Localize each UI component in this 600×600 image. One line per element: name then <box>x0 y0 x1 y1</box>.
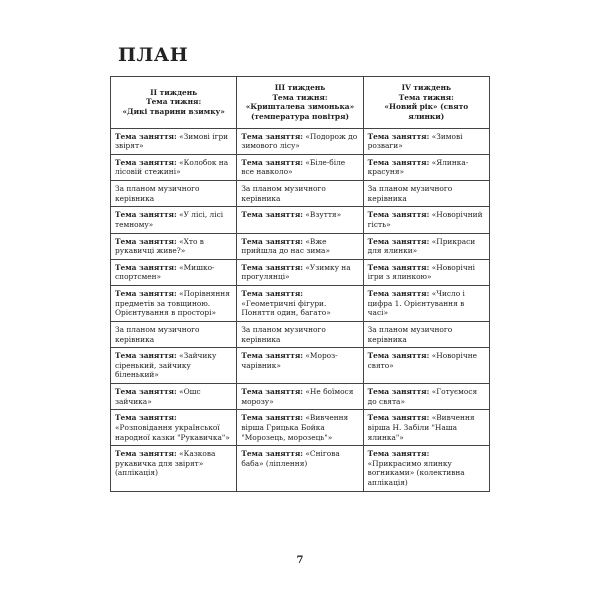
lesson-cell <box>237 233 363 259</box>
lesson-text: За планом музичного керівника <box>115 184 200 203</box>
lesson-text: За планом музичного керівника <box>241 324 326 344</box>
lesson-cell <box>363 410 489 446</box>
lesson-text: «Не боїмося морозу» <box>241 387 354 406</box>
lesson-label: Тема заняття: <box>241 387 304 396</box>
lesson-text: «Зимові ігри звірят» <box>115 131 229 151</box>
lesson-cell <box>237 207 363 233</box>
lesson-label: Тема заняття: <box>241 449 304 459</box>
week-header-theme-label: Тема тижня: <box>146 97 202 107</box>
week-header <box>111 77 237 129</box>
lesson-text: «Колобок на лісовій стежині» <box>115 157 229 177</box>
lesson-label: Тема заняття: <box>115 387 177 396</box>
lesson-text: «У лісі, лісі темному» <box>115 210 224 229</box>
lesson-text: «Прикрасимо ялинку вогниками» (колективна аплікація) <box>367 458 465 487</box>
lesson-cell <box>363 233 489 259</box>
page-number: 7 <box>296 555 304 566</box>
lesson-text: «Розповідання української народної казки "Рукавичка"» <box>115 422 230 442</box>
week-header <box>237 77 363 129</box>
week-header <box>363 77 489 129</box>
week-header-week: ІІІ тиждень <box>274 83 326 92</box>
lesson-label: Тема заняття: <box>115 413 177 423</box>
lesson-label: Тема заняття: <box>367 289 430 298</box>
table-row <box>111 410 490 446</box>
lesson-text: «Мишко-спортсмен» <box>115 262 215 282</box>
lesson-cell <box>237 259 363 285</box>
lesson-label: Тема заняття: <box>367 387 430 396</box>
lesson-cell <box>111 207 237 233</box>
lesson-text: «Новорічний гість» <box>367 210 483 229</box>
lesson-cell <box>111 286 237 322</box>
lesson-label: Тема заняття: <box>241 262 304 272</box>
lesson-cell <box>363 181 489 207</box>
lesson-text: «Узимку на прогулянці» <box>241 262 351 282</box>
lesson-text: «Порівняння предметів за товщиною. Орієнтування в просторі» <box>115 289 230 318</box>
page-title: ПЛАН <box>118 44 189 66</box>
lesson-label: Тема заняття: <box>241 289 304 298</box>
lesson-cell <box>237 348 363 384</box>
lesson-cell <box>237 446 363 492</box>
lesson-cell <box>111 259 237 285</box>
lesson-cell <box>363 286 489 322</box>
lesson-text: «Подорож до зимового лісу» <box>241 131 358 151</box>
lesson-cell <box>363 321 489 347</box>
lesson-label: Тема заняття: <box>115 351 177 361</box>
lesson-cell <box>237 128 363 154</box>
lesson-cell <box>237 384 363 410</box>
lesson-text: За планом музичного керівника <box>115 324 200 344</box>
lesson-cell <box>237 181 363 207</box>
lesson-cell <box>363 154 489 180</box>
lesson-label: Тема заняття: <box>367 449 430 459</box>
week-header-theme: «Кришталева зимонька» (температура повітря) <box>245 102 355 121</box>
week-header-theme: «Дикі тварини взимку» <box>122 107 225 117</box>
lesson-cell <box>111 321 237 347</box>
lesson-text: «Біле-біле все навколо» <box>241 157 346 177</box>
lesson-label: Тема заняття: <box>115 289 177 298</box>
table-row <box>111 207 490 233</box>
table-row <box>111 128 490 154</box>
week-header-theme: «Новий рік» (свято ялинки) <box>384 102 469 121</box>
week-header-theme-label: Тема тижня: <box>398 92 454 102</box>
lesson-text: «Зайчику сіренький, зайчику біленький» <box>115 351 217 380</box>
week-header-theme-label: Тема тижня: <box>272 92 328 102</box>
table-row <box>111 348 490 384</box>
table-row <box>111 384 490 410</box>
lesson-cell <box>237 286 363 322</box>
table-row <box>111 286 490 322</box>
lesson-label: Тема заняття: <box>241 157 304 167</box>
lesson-text: «Число і цифра 1. Орієнтування в часі» <box>367 289 465 318</box>
lesson-label: Тема заняття: <box>115 236 177 246</box>
plan-table <box>110 76 490 492</box>
lesson-cell <box>237 154 363 180</box>
lesson-label: Тема заняття: <box>115 262 177 272</box>
lesson-cell <box>111 446 237 492</box>
lesson-cell <box>111 348 237 384</box>
lesson-label: Тема заняття: <box>367 210 430 220</box>
lesson-cell <box>111 410 237 446</box>
lesson-cell <box>111 181 237 207</box>
lesson-label: Тема заняття: <box>241 210 304 220</box>
lesson-label: Тема заняття: <box>367 413 430 423</box>
lesson-text: «Новорічні ігри з ялинкою» <box>367 262 476 282</box>
lesson-cell <box>111 233 237 259</box>
lesson-cell <box>237 410 363 446</box>
table-row <box>111 321 490 347</box>
lesson-label: Тема заняття: <box>241 351 304 361</box>
lesson-text: «Ялинка-красуня» <box>367 157 469 177</box>
lesson-cell <box>111 154 237 180</box>
lesson-label: Тема заняття: <box>367 351 430 361</box>
lesson-text: «Казкова рукавичка для звірят» (аплікація) <box>115 449 216 478</box>
table-row <box>111 154 490 180</box>
lesson-label: Тема заняття: <box>367 131 430 141</box>
table-row <box>111 233 490 259</box>
week-header-week: IV тиждень <box>401 83 451 92</box>
lesson-text: «Новорічне свято» <box>367 351 478 370</box>
lesson-text: «Прикраси для ялинки» <box>367 236 476 256</box>
lesson-label: Тема заняття: <box>367 157 430 167</box>
lesson-cell <box>363 207 489 233</box>
lesson-text: «Ошс зайчика» <box>115 387 201 406</box>
lesson-text: «Мороз-чарівник» <box>241 351 338 370</box>
table-header-row <box>111 77 490 129</box>
lesson-text: «Готуємося до свята» <box>367 387 478 406</box>
lesson-text: «Вивчення вірша Грицька Бойка "Морозець, морозець"» <box>241 413 349 442</box>
lesson-text: За планом музичного керівника <box>367 184 453 203</box>
lesson-label: Тема заняття: <box>367 262 430 272</box>
lesson-label: Тема заняття: <box>115 157 177 167</box>
table-row <box>111 181 490 207</box>
lesson-label: Тема заняття: <box>367 236 430 246</box>
lesson-cell <box>363 384 489 410</box>
lesson-cell <box>363 348 489 384</box>
lesson-text: «Вже прийшла до нас зима» <box>241 236 330 256</box>
table-row <box>111 259 490 285</box>
lesson-label: Тема заняття: <box>241 131 304 141</box>
week-header-week: ІІ тиждень <box>150 87 198 97</box>
lesson-label: Тема заняття: <box>115 449 177 459</box>
lesson-cell <box>363 446 489 492</box>
lesson-cell <box>363 259 489 285</box>
lesson-text: «Вивчення вірша Н. Забіли "Наша ялинка"» <box>367 413 475 442</box>
table-row <box>111 446 490 492</box>
lesson-text: За планом музичного керівника <box>241 184 326 203</box>
lesson-label: Тема заняття: <box>241 413 304 423</box>
lesson-text: «Геометричні фігури. Поняття один, багато» <box>241 298 331 318</box>
lesson-label: Тема заняття: <box>115 131 177 141</box>
lesson-text: «Взуття» <box>305 210 342 220</box>
lesson-cell <box>363 128 489 154</box>
lesson-label: Тема заняття: <box>241 236 304 246</box>
lesson-cell <box>111 384 237 410</box>
lesson-label: Тема заняття: <box>115 210 177 220</box>
table-body <box>111 128 490 491</box>
lesson-text: «Хто в рукавичці живе?» <box>115 236 204 256</box>
lesson-cell <box>237 321 363 347</box>
lesson-text: «Зимові розваги» <box>367 131 463 151</box>
lesson-text: «Снігова баба» (ліплення) <box>241 449 340 468</box>
lesson-text: За планом музичного керівника <box>367 324 453 344</box>
lesson-cell <box>111 128 237 154</box>
